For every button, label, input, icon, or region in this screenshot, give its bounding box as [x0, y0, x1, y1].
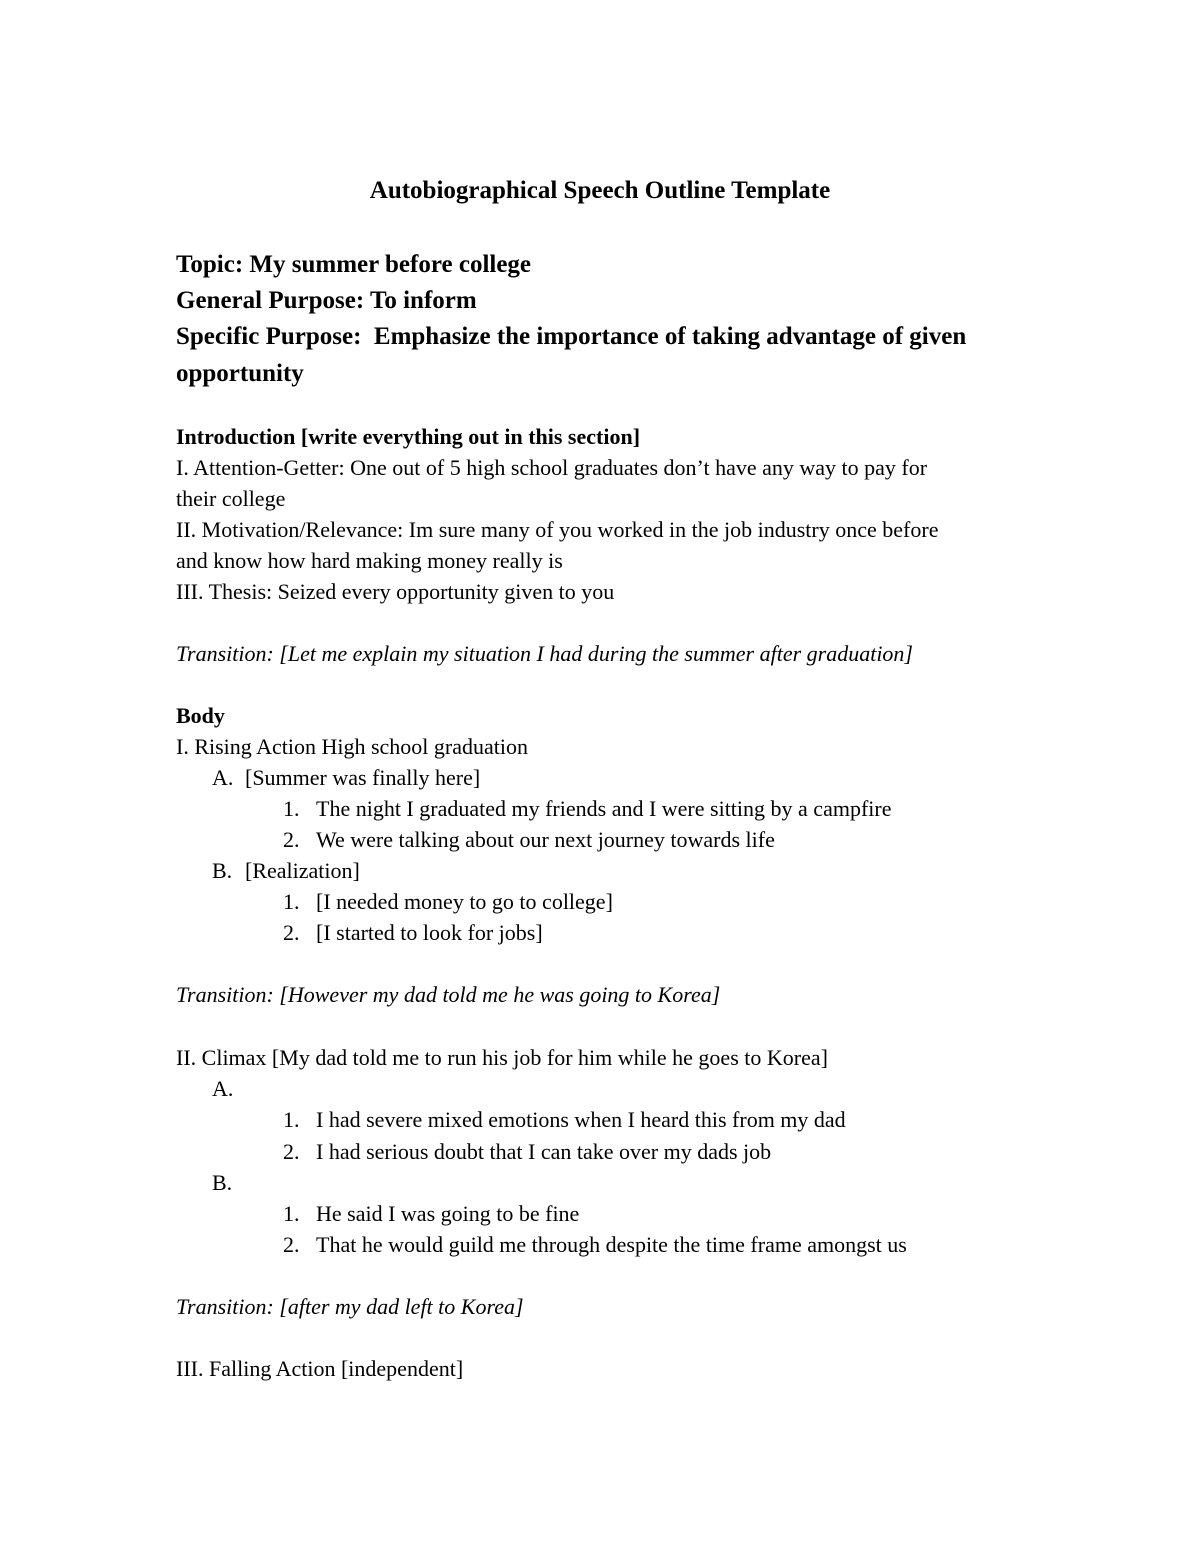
item-2b2-marker: 2.: [283, 1232, 300, 1257]
main-point-2: II. Climax [My dad told me to run his job for him while he goes to Korea]: [176, 1045, 828, 1070]
item-2a1: I had severe mixed emotions when I heard this from my dad: [316, 1107, 846, 1132]
transition-3: Transition: [after my dad left to Korea]: [176, 1294, 524, 1319]
item-1b1: [I needed money to go to college]: [316, 889, 613, 914]
subpoint-1b-marker: B.: [212, 858, 233, 883]
specific-purpose-label: Specific Purpose:: [176, 323, 362, 350]
thesis: III. Thesis: Seized every opportunity given to you: [176, 579, 615, 604]
body-heading: Body: [176, 703, 225, 728]
item-1a2: We were talking about our next journey towards life: [316, 827, 775, 852]
subpoint-1a-marker: A.: [212, 765, 234, 790]
general-purpose-value: To inform: [369, 287, 477, 314]
topic-label: Topic:: [176, 251, 244, 278]
item-1b1-marker: 1.: [283, 889, 300, 914]
general-purpose-label: General Purpose:: [176, 287, 365, 314]
item-2b2: That he would guild me through despite the time frame amongst us: [316, 1232, 907, 1257]
attention-getter-continuation: their college: [176, 486, 286, 511]
main-point-1: I. Rising Action High school graduation: [176, 734, 528, 759]
transition-2: Transition: [However my dad told me he was going to Korea]: [176, 982, 721, 1007]
motivation-relevance: II. Motivation/Relevance: Im sure many of you worked in the job industry once before: [176, 517, 939, 542]
subpoint-1b: [Realization]: [245, 858, 360, 883]
item-1a2-marker: 2.: [283, 827, 300, 852]
motivation-relevance-continuation: and know how hard making money really is: [176, 548, 563, 573]
topic-value: My summer before college: [249, 251, 532, 278]
subpoint-2b-marker: B.: [212, 1170, 233, 1195]
item-2a1-marker: 1.: [283, 1107, 300, 1132]
specific-purpose-continuation: opportunity: [176, 360, 304, 387]
specific-purpose-line: [176, 324, 966, 349]
document-title: Autobiographical Speech Outline Template: [369, 177, 831, 204]
item-2b1: He said I was going to be fine: [316, 1201, 580, 1226]
item-1b2-marker: 2.: [283, 920, 300, 945]
item-1a1-marker: 1.: [283, 796, 300, 821]
attention-getter: I. Attention-Getter: One out of 5 high school graduates don’t have any way to pay for: [176, 455, 928, 480]
topic-line: [176, 252, 531, 277]
specific-purpose-value: Emphasize the importance of taking advantage of given: [373, 323, 967, 350]
item-2a2: I had serious doubt that I can take over my dads job: [316, 1139, 772, 1164]
main-point-3: III. Falling Action [independent]: [176, 1356, 464, 1381]
introduction-heading: Introduction [write everything out in this section]: [176, 424, 641, 449]
item-1a1: The night I graduated my friends and I were sitting by a campfire: [316, 796, 892, 821]
item-1b2: [I started to look for jobs]: [316, 920, 543, 945]
general-purpose-line: [176, 288, 477, 313]
transition-1: Transition: [Let me explain my situation I had during the summer after graduation]: [176, 641, 913, 666]
item-2a2-marker: 2.: [283, 1139, 300, 1164]
subpoint-1a: [Summer was finally here]: [245, 765, 481, 790]
item-2b1-marker: 1.: [283, 1201, 300, 1226]
subpoint-2a-marker: A.: [212, 1076, 234, 1101]
